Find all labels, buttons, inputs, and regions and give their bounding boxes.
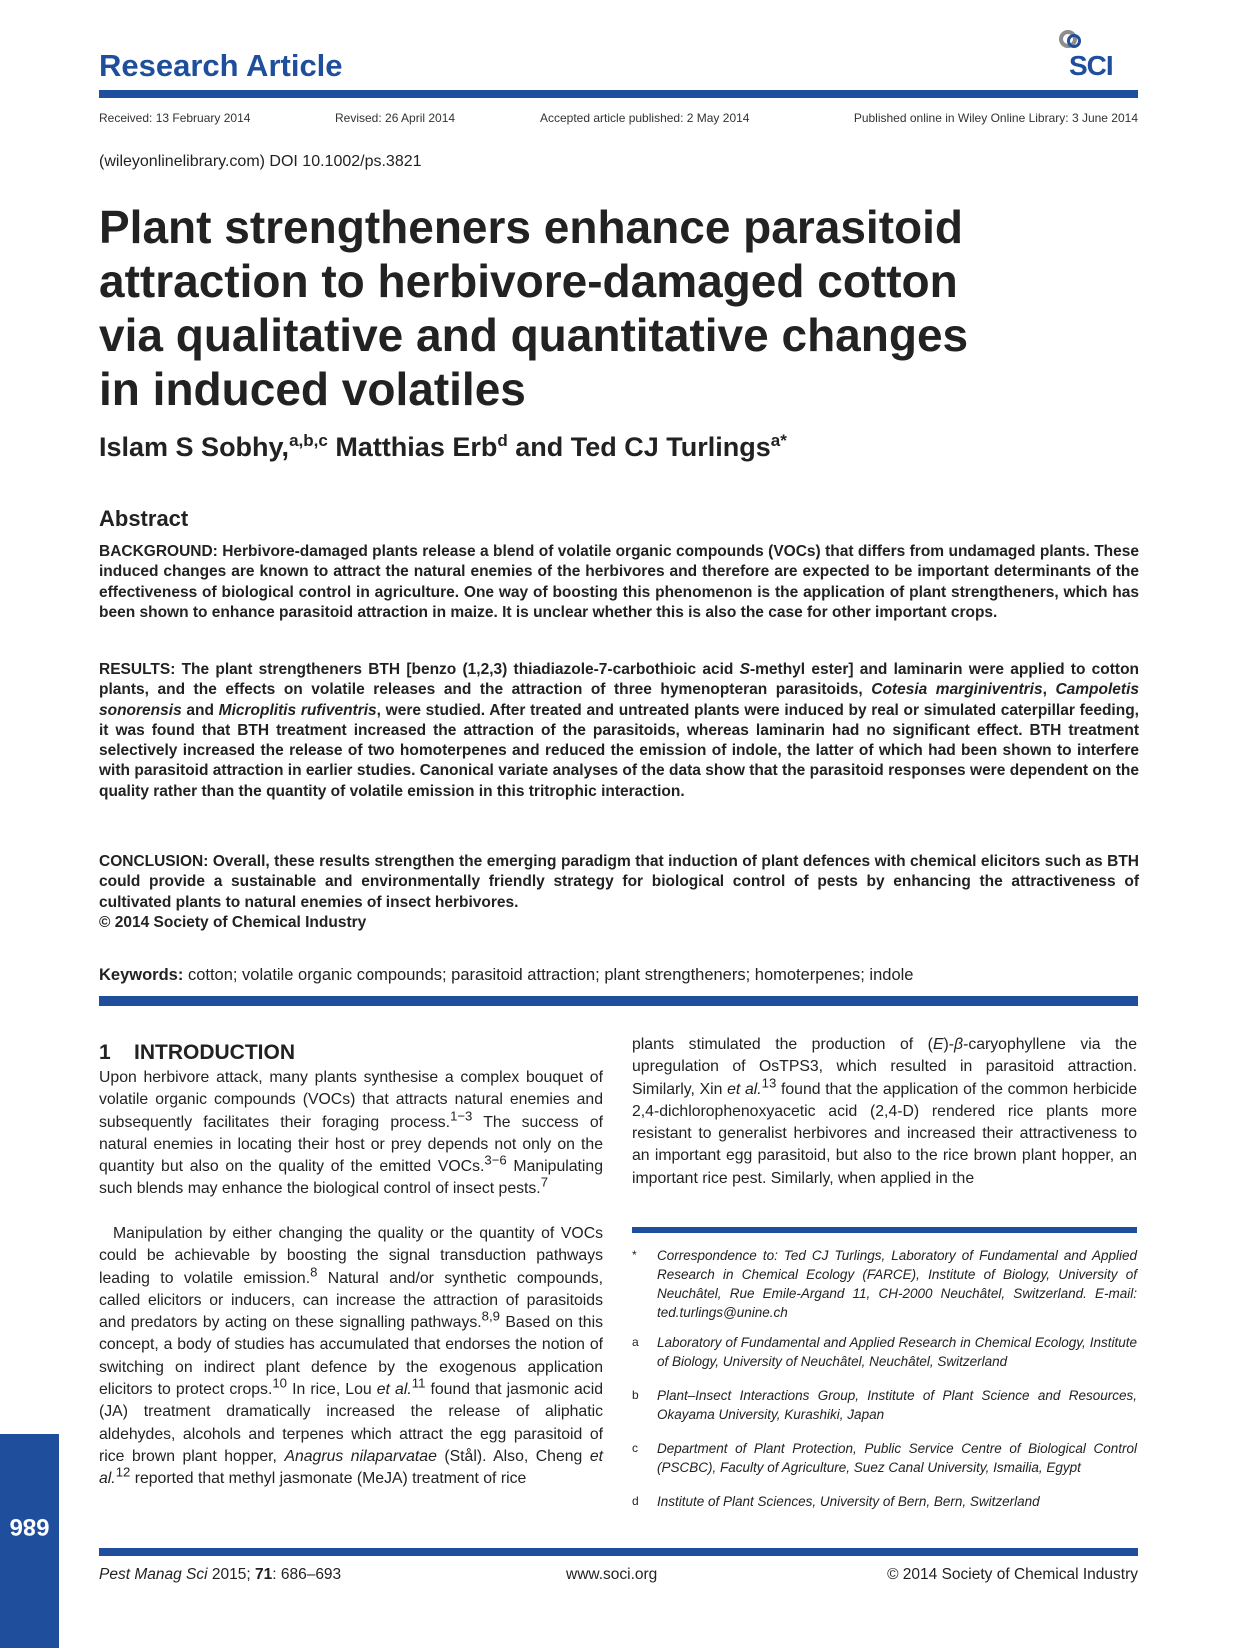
journal-volume: 71 bbox=[254, 1566, 273, 1583]
citation: 1−3 bbox=[450, 1108, 473, 1124]
citation: 3−6 bbox=[484, 1152, 507, 1168]
footnote-mark: * bbox=[632, 1248, 637, 1262]
author-name: and Ted CJ Turlings bbox=[507, 432, 771, 462]
footnote-mark: d bbox=[632, 1494, 639, 1508]
text-run: In rice, Lou bbox=[286, 1381, 377, 1399]
text-run-italic: Microplitis rufiventris bbox=[218, 701, 377, 719]
footnote-mark: c bbox=[632, 1441, 638, 1455]
text-run-italic: β bbox=[954, 1036, 964, 1053]
abstract-divider bbox=[99, 996, 1138, 1006]
text-run: found that the application of the common herbicide 2,4-dichlorophenoxyacetic acid (2,4-D) rendered rice plants more resistant to generalist herbivores and increased their attractiveness to an important egg parasitoid, but also to the rice brown plant hopper, an important rice pest. Similarly, when applied in the bbox=[632, 1080, 1138, 1187]
text-run: -methyl ester] and laminarin were applied to cotton plants, and the effects on volatile releases and the attraction of three hymenopteran parasitoids, bbox=[99, 661, 1140, 699]
author-affiliation: a,b,c bbox=[289, 431, 328, 450]
title-line: Plant strengtheners enhance parasitoid bbox=[99, 201, 964, 253]
citation: 10 bbox=[272, 1375, 287, 1391]
author-list bbox=[99, 432, 787, 463]
page-number: 686 bbox=[9, 1513, 50, 1540]
footer-bar bbox=[99, 1548, 1138, 1556]
text-run: 2015; bbox=[207, 1566, 255, 1583]
text-run: -caryophyllene via the upregulation of OsTPS3, which resulted in parasitoid attraction. Similarly, Xin bbox=[632, 1036, 1137, 1098]
text-run: Manipulation by either changing the quality or the quantity of VOCs could be achievable by boosting the signal transduction pathways leading to volatile emission. bbox=[99, 1225, 603, 1287]
footnote-affiliation-c bbox=[632, 1439, 1137, 1477]
text-run: Natural and/or synthetic compounds, called elicitors or inducers, can increase the attraction of parasitoids and predators by acting on these signalling pathways. bbox=[99, 1269, 603, 1332]
text-run: (Stål). Also, Cheng bbox=[436, 1447, 590, 1465]
text-run-italic: E bbox=[932, 1036, 944, 1053]
text-run: Upon herbivore attack, many plants synthesise a complex bouquet of volatile organic compounds (VOCs) that attracts natural enemies and subsequently facilitates their foraging process. bbox=[99, 1069, 603, 1131]
text-run-italic: Cotesia marginiventris bbox=[871, 681, 1043, 699]
citation: 12 bbox=[115, 1465, 131, 1480]
keywords-label: Keywords: bbox=[99, 966, 184, 984]
text-run: Manipulating such blends may enhance the biological control of insect pests. bbox=[99, 1158, 603, 1198]
published-date: Published online in Wiley Online Library: 3 June 2014 bbox=[853, 111, 1138, 125]
text-run: )- bbox=[943, 1036, 955, 1053]
text-run: , bbox=[1042, 681, 1056, 699]
page-number-tab bbox=[0, 1434, 59, 1648]
logo-ring-accent-icon bbox=[1067, 34, 1081, 48]
received-date: Received: 13 February 2014 bbox=[99, 111, 251, 125]
abstract-results bbox=[99, 660, 1139, 802]
journal-website-link[interactable]: www.soci.org bbox=[566, 1566, 658, 1583]
text-run: CONCLUSION: Overall, these results strengthen the emerging paradigm that induction of plant defences with chemical elicitors such as BTH could provide a sustainable and environmentally friendly strategy for biological control of pests by enhancing the attractiveness of cultivated plants to natural enemies of insect herbivores. bbox=[99, 853, 1139, 911]
text-run-italic: et al. bbox=[376, 1381, 412, 1399]
intro-paragraph-1 bbox=[99, 1067, 603, 1201]
header-bar bbox=[99, 90, 1138, 98]
section-heading-introduction: 1 INTRODUCTION bbox=[99, 1041, 296, 1064]
intro-paragraph-2 bbox=[99, 1223, 603, 1491]
author-name: Islam S Sobhy, bbox=[99, 432, 290, 462]
text-run: Based on this concept, a body of studies has accumulated that endorses the notion of switching on indirect plant defence by the exogenous application elicitors to protect crops. bbox=[99, 1314, 603, 1399]
footnote-text: Plant–Insect Interactions Group, Institute of Plant Science and Resources, Okayama University, Kurashiki, Japan bbox=[657, 1388, 1137, 1422]
article-title bbox=[99, 200, 1099, 416]
text-run-italic: S bbox=[739, 661, 750, 678]
footnote-mark: a bbox=[632, 1335, 639, 1349]
journal-citation bbox=[99, 1566, 341, 1584]
text-run: reported that methyl jasmonate (MeJA) treatment of rice bbox=[130, 1470, 527, 1488]
intro-paragraph-3 bbox=[632, 1034, 1137, 1190]
section-label: Research Article bbox=[99, 48, 343, 83]
footnote-affiliation-d bbox=[632, 1492, 1137, 1511]
footnote-affiliation-a bbox=[632, 1333, 1137, 1371]
text-run-italic: et al. bbox=[727, 1080, 762, 1098]
journal-name: Pest Manag Sci bbox=[99, 1566, 208, 1583]
citation: 8 bbox=[310, 1264, 318, 1280]
citation: 7 bbox=[540, 1175, 549, 1191]
text-run-italic: Campoletis sonorensis bbox=[99, 681, 1140, 719]
text-run: The success of natural enemies in locating their host or prey depends not only on the quantity but also on the quality of the emitted VOCs. bbox=[99, 1113, 604, 1176]
revised-date: Revised: 26 April 2014 bbox=[335, 111, 456, 125]
text-run: found that jasmonic acid (JA) treatment dramatically increased the release of aliphatic aldehydes, alcohols and terpenes which attract the egg parasitoid of rice brown plant hopper, bbox=[99, 1381, 604, 1465]
footer-copyright: © 2014 Society of Chemical Industry bbox=[887, 1566, 1138, 1583]
author-affiliation: d bbox=[497, 431, 508, 450]
abstract-copyright: © 2014 Society of Chemical Industry bbox=[99, 913, 367, 931]
doi: (wileyonlinelibrary.com) DOI 10.1002/ps.3821 bbox=[99, 153, 422, 170]
footnote-correspondence bbox=[632, 1246, 1137, 1322]
citation: 8,9 bbox=[481, 1308, 500, 1324]
text-run: , were studied. After treated and untreated plants were induced by real or simulated caterpillar feeding, it was found that BTH treatment increased the attraction of the parasitoids, whereas laminarin had no significant effect. BTH treatment selectively increased the release of two homoterpenes and reduced the emission of indole, the latter of which had been shown to interfere with parasitoid attraction in earlier studies. Canonical variate analyses of the data show that the parasitoid responses were dependent on the quality rather than the quantity of volatile emission in this tritrophic interaction. bbox=[99, 701, 1139, 800]
abstract-background: BACKGROUND: Herbivore-damaged plants release a blend of volatile organic compounds (VOCs) that differs from undamaged plants. These induced changes are known to attract the natural enemies of the herbivores and therefore are expected to be important determinants of the effectiveness of biological control in agriculture. One way of boosting this phenomenon is the application of plant strengtheners, which has been shown to enhance parasitoid attraction in maize. It is unclear whether this is also the case for other important crops. bbox=[99, 543, 1139, 621]
footnote-text: Institute of Plant Sciences, University of Bern, Bern, Switzerland bbox=[657, 1494, 1040, 1509]
footnote-text: Laboratory of Fundamental and Applied Research in Chemical Ecology, Institute of Biology, University of Neuchâtel, Neuchâtel, Switzerland bbox=[657, 1335, 1137, 1369]
keywords bbox=[99, 966, 913, 985]
author-name: Matthias Erb bbox=[327, 432, 498, 462]
abstract-conclusion bbox=[99, 852, 1139, 933]
citation: 11 bbox=[411, 1375, 426, 1391]
keywords-list: cotton; volatile organic compounds; parasitoid attraction; plant strengtheners; homoterpenes; indole bbox=[183, 966, 914, 984]
text-run: plants stimulated the production of ( bbox=[632, 1036, 933, 1053]
text-run: RESULTS: The plant strengtheners BTH [benzo (1,2,3) thiadiazole-7-carbothioic acid bbox=[99, 661, 740, 678]
title-line: in induced volatiles bbox=[99, 363, 526, 415]
text-run-italic: Anagrus nilaparvatae bbox=[284, 1447, 437, 1465]
text-run-italic: et al. bbox=[99, 1447, 603, 1488]
title-line: attraction to herbivore-damaged cotton bbox=[99, 255, 958, 307]
abstract-heading: Abstract bbox=[99, 506, 189, 531]
footnote-mark: b bbox=[632, 1388, 639, 1402]
citation: 13 bbox=[761, 1075, 777, 1091]
journal-pages: : 686–693 bbox=[272, 1566, 342, 1583]
accepted-date: Accepted article published: 2 May 2014 bbox=[540, 111, 750, 125]
author-affiliation: a* bbox=[770, 431, 787, 450]
footnote-rule bbox=[632, 1227, 1137, 1233]
footnote-affiliation-b bbox=[632, 1386, 1137, 1424]
title-line: via qualitative and quantitative changes bbox=[99, 309, 969, 361]
sci-logo bbox=[1057, 28, 1137, 82]
footnote-text: Department of Plant Protection, Public Service Centre of Biological Control (PSCBC), Faculty of Agriculture, Suez Canal University, Ismailia, Egypt bbox=[657, 1441, 1137, 1475]
text-run: and bbox=[181, 701, 219, 719]
logo-text: SCI bbox=[1069, 50, 1113, 81]
footnote-text: Correspondence to: Ted CJ Turlings, Laboratory of Fundamental and Applied Research in Chemical Ecology (FARCE), Institute of Biology, University of Neuchâtel, Rue Emile-Argand 11, CH-2000 Neuchâtel, Switzerland. E-mail: ted.turlings@unine.ch bbox=[657, 1248, 1137, 1320]
